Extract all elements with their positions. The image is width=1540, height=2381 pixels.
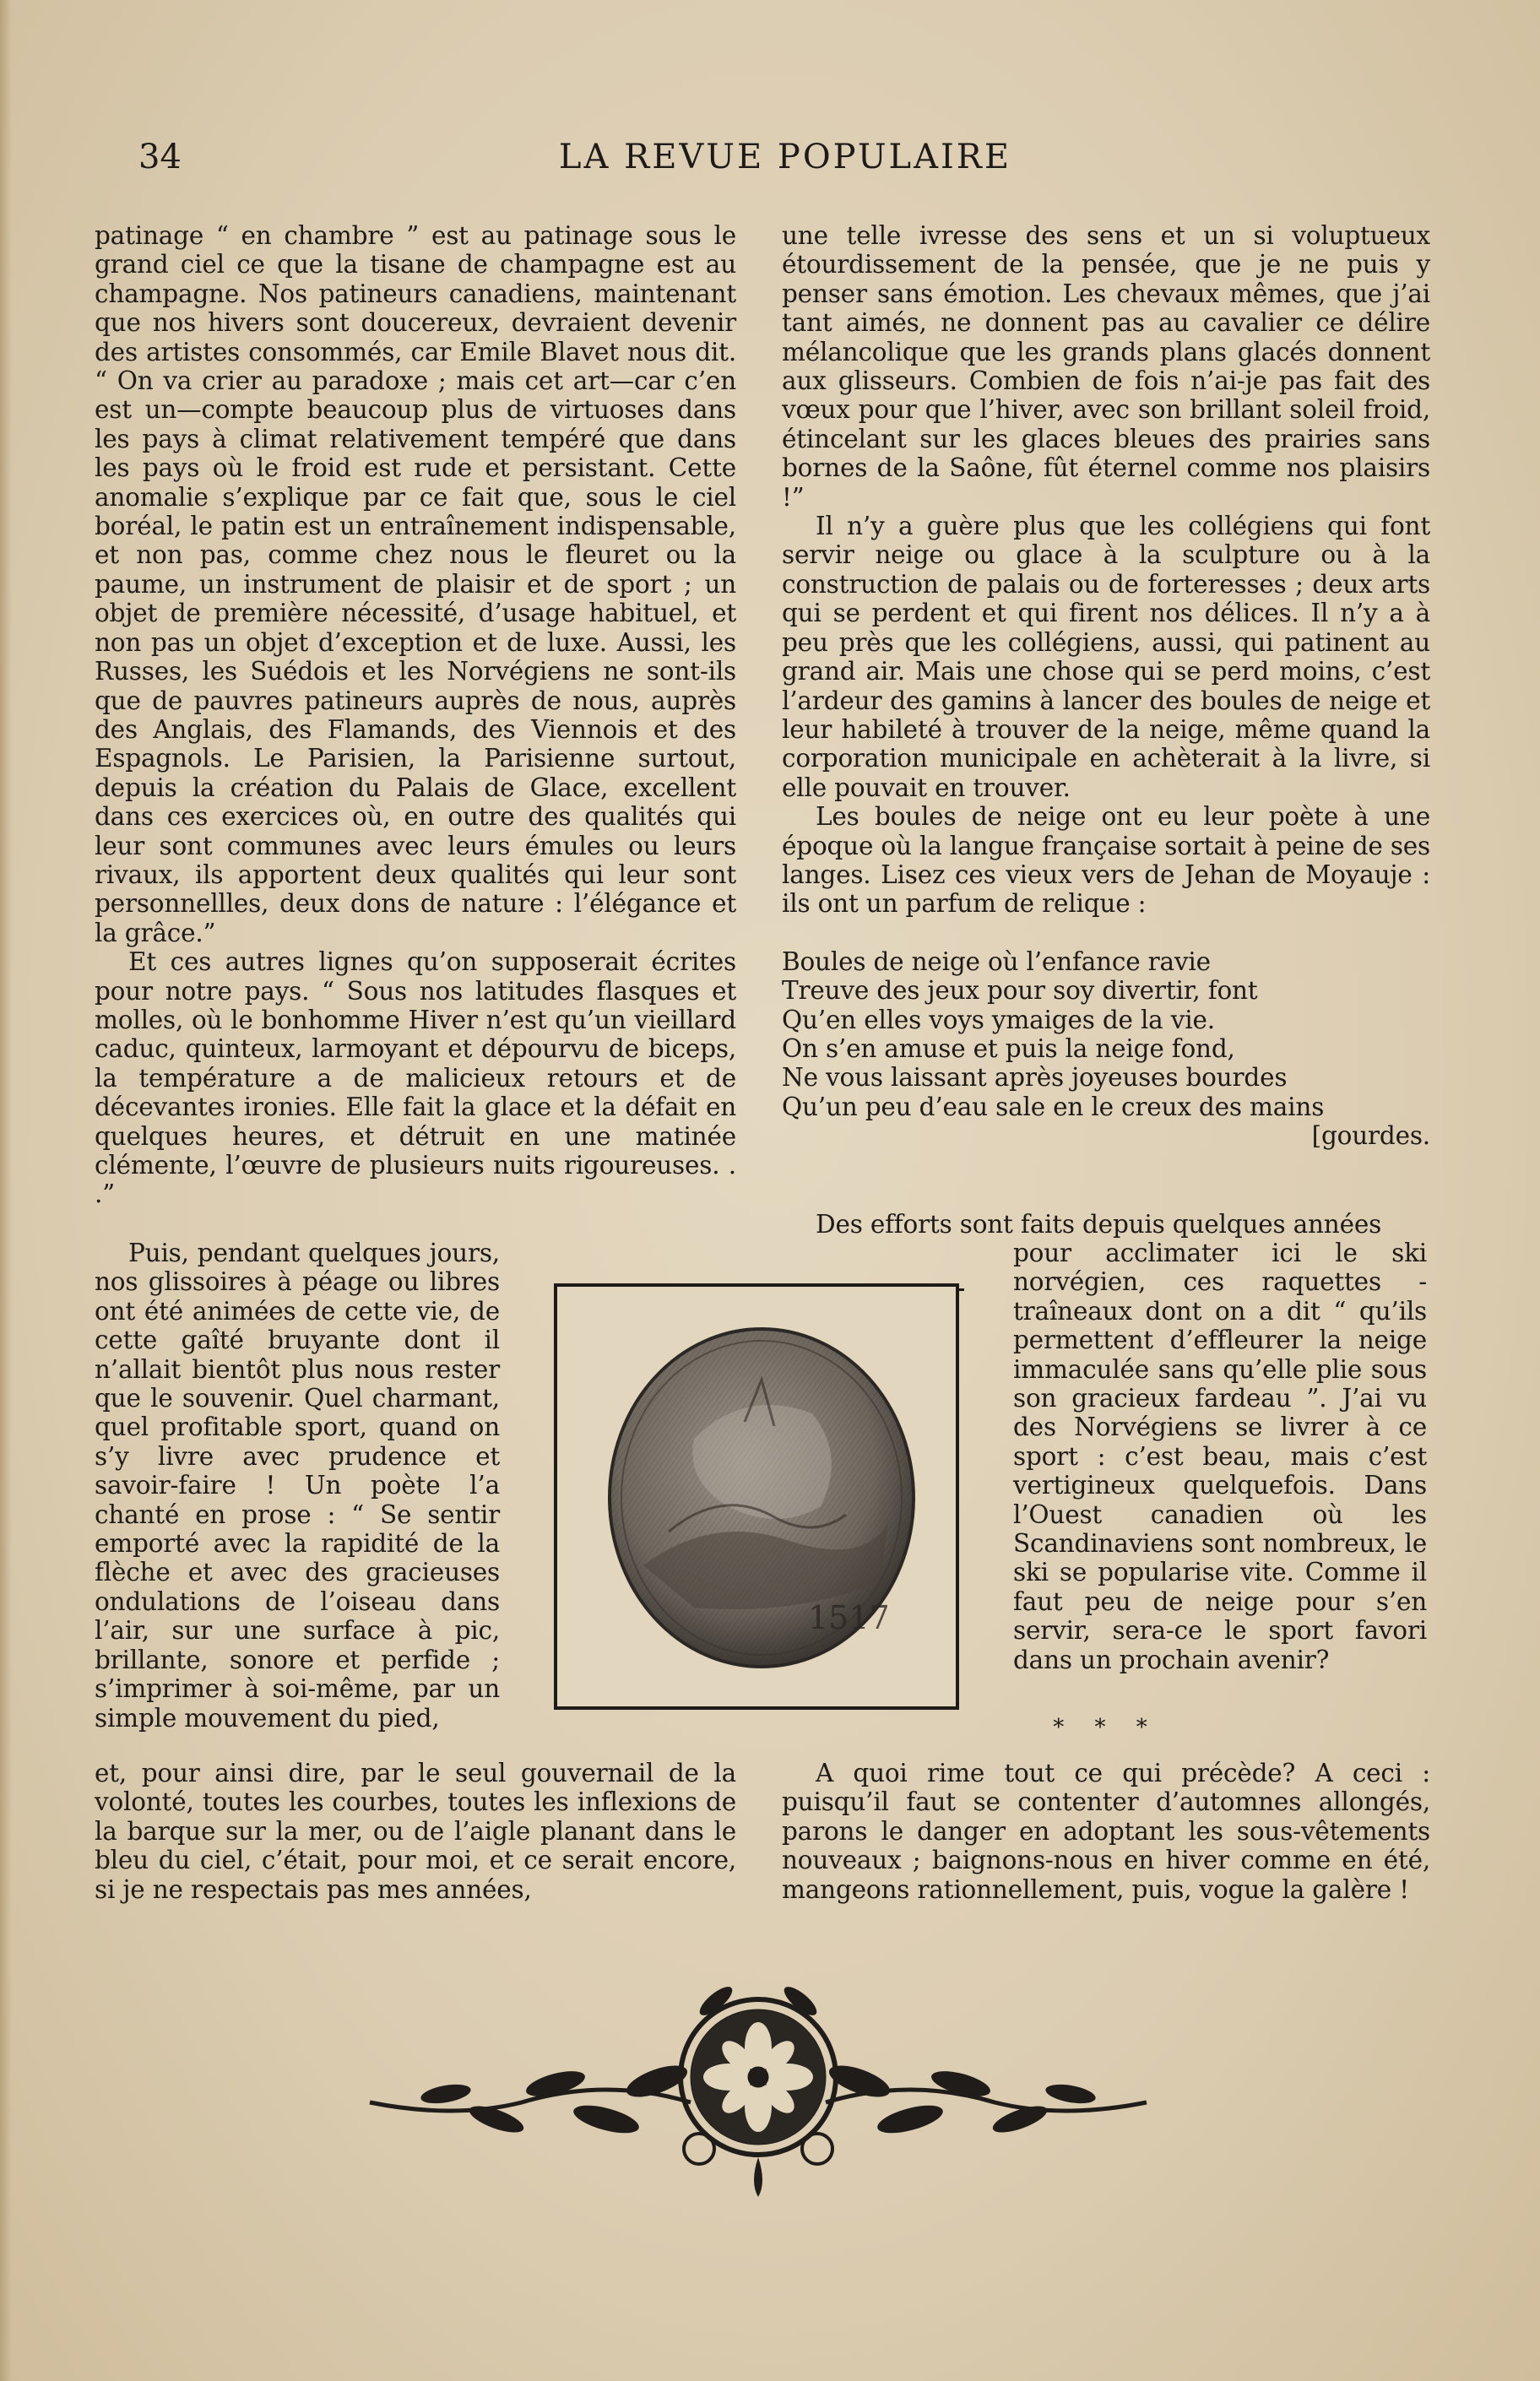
- right-paragraph-2: Il n’y a guère plus que les collégiens qui font servir neige ou glace à la sculpture ou à la construction de palais ou de forteresses ; deux arts qui se perdent et qui firent nos délices. Il n’y a à peu près que les collégiens, aussi, qui patinent au grand air. Mais une chose qui se perd moins, c’est l’ardeur des gamins à lancer des boules de neige et leur habileté à trouver de la neige, même quand la corporation municipale en achèterait à la livre, si elle pouvait en trouver.: [782, 512, 1430, 802]
- left-paragraph-3-wrapped: Puis, pendant quelques jours, nos glissoires à péage ou libres ont été animées de cette vie, de cette gaîté bruyante dont il n’allait bientôt plus nous rester que le souvenir. Quel charmant, quel profitable sport, quand on s’y livre avec prudence et savoir-faire ! Un poète l’a chanté en prose : “ Se sentir emporté avec la rapidité de la flèche et avec des gracieuses ondulations de l’oiseau dans l’air, sur une surface à pic, brillante, sonore et perfide ; s’imprimer à soi-même, par un simple mouvement du pied,: [95, 1239, 500, 1733]
- right-paragraph-4-first-line: Des efforts sont faits depuis quelques années: [816, 1210, 1382, 1239]
- floral-tailpiece-icon: [353, 1976, 1163, 2204]
- right-paragraph-1: une telle ivresse des sens et un si voluptueux étourdissement de la pensée, que je ne puis y penser sans émotion. Les chevaux mêmes, que j’ai tant aimés, ne donnent pas au cavalier ce délire mélancolique que les grands plans glacés donnent aux glisseurs. Combien de fois n’ai-je pas fait des vœux pour que l’hiver, avec son brillant soleil froid, étincelant sur les glaces bleues des prairies sans bornes de la Saône, fût éternel comme nos plaisirs !”: [782, 221, 1430, 512]
- poem-line: Ne vous laissant après joyeuses bourdes: [782, 1063, 1288, 1093]
- poem: [782, 947, 1430, 1151]
- page-header: [135, 131, 1435, 182]
- page-number: 34: [138, 138, 182, 176]
- right-final-paragraph: [782, 1759, 1430, 1904]
- poem-line: Boules de neige où l’enfance ravie: [782, 946, 1211, 976]
- medal-inscription: 1517: [808, 1599, 890, 1636]
- poem-line: Treuve des jeux pour soy divertir, font: [782, 976, 1258, 1006]
- medal-figure: [554, 1283, 959, 1710]
- right-paragraph-4-wrapped: pour acclimater ici le ski norvégien, ces raquettes - traîneaux dont on a dit “ qu’ils permettent d’effleurer la neige immaculée sans qu’elle plie sous son gracieux fardeau ”. J’ai vu des Norvégiens se livrer à ce sport : c’est beau, mais c’est vertigineux quelquefois. Dans l’Ouest canadien où les Scandinaviens sont nombreux, le ski se popularise vite. Comme il faut peu de neige pour s’en servir, sera-ce le sport favori dans un prochain avenir?: [1013, 1239, 1427, 1674]
- left-wrapped-paragraph: [95, 1239, 500, 1733]
- poem-line: Qu’un peu d’eau sale en le creux des mains: [782, 1092, 1325, 1121]
- left-paragraph-2: Et ces autres lignes qu’on supposerait écrites pour notre pays. “ Sous nos latitudes flasques et molles, où le bonhomme Hiver n’est qu’un vieillard caduc, quinteux, larmoyant et dépourvu de biceps, la température a de malicieux retours et de décevantes ironies. Elle fait la glace et la défait en quelques heures, et détruit en une matinée clémente, l’œuvre de plusieurs nuits rigoureuses. . .”: [95, 947, 736, 1209]
- right-paragraph-3: Les boules de neige ont eu leur poète à une époque où la langue française sortait à peine de ses langes. Lisez ces vieux vers de Jehan de Moyauje : ils ont un parfum de relique :: [782, 802, 1430, 919]
- left-full-paragraph: [95, 1759, 736, 1904]
- poem-line: Qu’en elles voys ymaiges de la vie.: [782, 1005, 1215, 1034]
- right-paragraph-4-lead: [782, 1210, 1430, 1239]
- medal-engraving-icon: [593, 1312, 930, 1684]
- right-column: [782, 221, 1430, 1151]
- poem-runover: [gourdes.: [1311, 1121, 1430, 1151]
- section-separator: * * *: [1053, 1715, 1159, 1740]
- left-column: [95, 221, 736, 1209]
- left-paragraph-1: patinage “ en chambre ” est au patinage sous le grand ciel ce que la tisane de champagne est au champagne. Nos patineurs canadiens, maintenant que nos hivers sont doucereux, devraient devenir des artistes consommés, car Emile Blavet nous dit. “ On va crier au paradoxe ; mais cet art—car c’en est un—compte beaucoup plus de virtuoses dans les pays à climat relativement tempéré que dans les pays où le froid est rude et persistant. Cette anomalie s’explique par ce fait que, sous le ciel boréal, le patin est un entraînement indispensable, et non pas, comme chez nous le fleuret ou la paume, un instrument de plaisir et de sport ; un objet de première nécessité, d’usage habituel, et non pas un objet d’exception et de luxe. Aussi, les Russes, les Suédois et les Norvégiens ne sont-ils que de pauvres patineurs auprès de nous, auprès des Anglais, des Flamands, des Viennois et des Espagnols. Le Parisien, la Parisienne surtout, depuis la création du Palais de Glace, excellent dans ces exercices où, en outre des qualités qui leur sont communes avec leurs émules ou leurs rivaux, ils apportent deux qualités qui leur sont personnellles, deux dons de nature : l’élégance et la grâce.”: [95, 221, 736, 947]
- page-edge: [0, 0, 12, 2381]
- right-paragraph-5: A quoi rime tout ce qui précède? A ceci : puisqu’il faut se contenter d’automnes allongés, parons le danger en adoptant les sous-vêtements nouveaux ; baignons-nous en hiver comme en été, mangeons rationnellement, puis, vogue la galère !: [782, 1759, 1430, 1904]
- journal-title: LA REVUE POPULAIRE: [558, 138, 1012, 176]
- poem-line: On s’en amuse et puis la neige fond,: [782, 1033, 1235, 1063]
- left-paragraph-3-continued: et, pour ainsi dire, par le seul gouvernail de la volonté, toutes les courbes, toutes les inflexions de la barque sur la mer, ou de l’aigle planant dans le bleu du ciel, c’était, pour moi, et ce serait encore, si je ne respectais pas mes années,: [95, 1759, 736, 1904]
- right-wrapped-paragraph: [1013, 1239, 1427, 1674]
